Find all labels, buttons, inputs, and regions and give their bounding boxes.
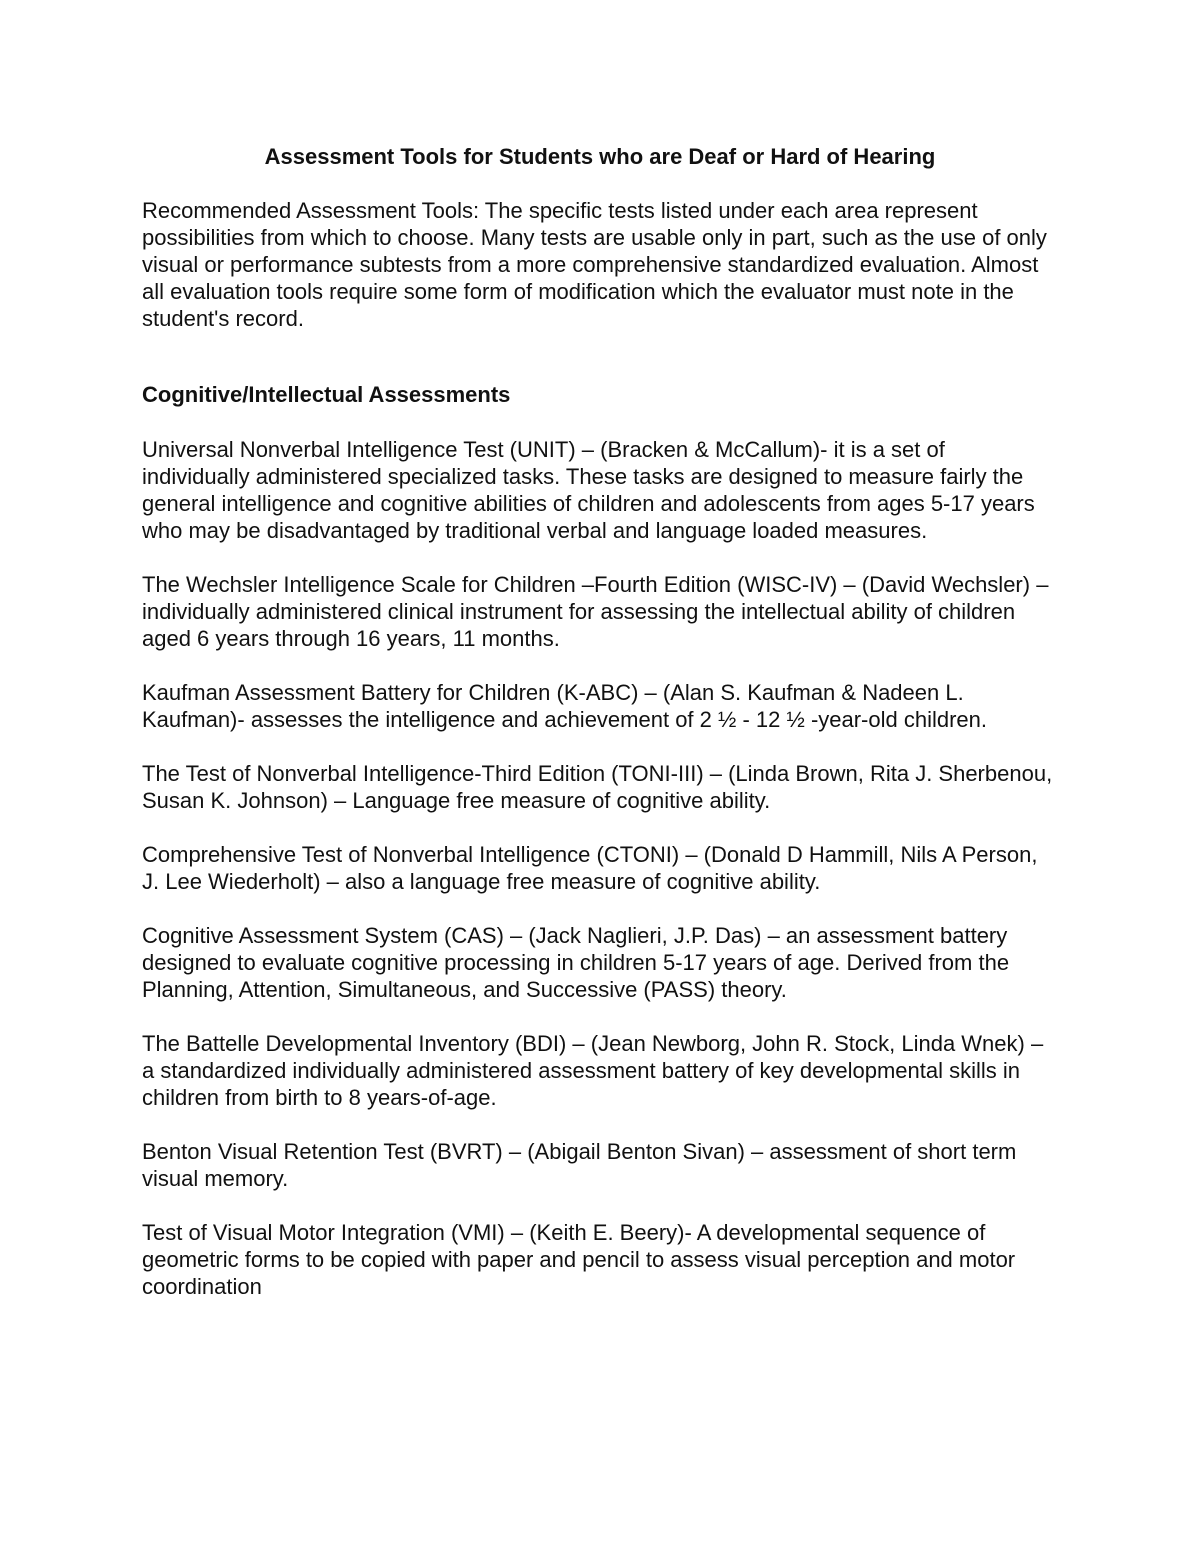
- intro-paragraph: Recommended Assessment Tools: The specific tests listed under each area represent possibilities from which to choose. Many tests are usable only in part, such as the use of only visual or performance subtests from a more comprehensive standardized evaluation. Almost all evaluation tools require some form of modification which the evaluator must note in the student's record.: [142, 198, 1047, 331]
- assessment-entry-bvrt: Benton Visual Retention Test (BVRT) – (Abigail Benton Sivan) – assessment of short term visual memory.: [142, 1139, 1017, 1191]
- assessment-entry-wisc-iv: The Wechsler Intelligence Scale for Children –Fourth Edition (WISC-IV) – (David Wechsler) – individually administered clinical instrument for assessing the intellectual ability of children aged 6 years through 16 years, 11 months.: [142, 572, 1049, 651]
- assessment-entry-ctoni: Comprehensive Test of Nonverbal Intelligence (CTONI) – (Donald D Hammill, Nils A Person, J. Lee Wiederholt) – also a language free measure of cognitive ability.: [142, 842, 1038, 894]
- assessment-entry-unit: Universal Nonverbal Intelligence Test (UNIT) – (Bracken & McCallum)- it is a set of individually administered specialized tasks. These tasks are designed to measure fairly the general intelligence and cognitive abilities of children and adolescents from ages 5-17 years who may be disadvantaged by traditional verbal and language loaded measures.: [142, 437, 1035, 543]
- assessment-entry-cas: Cognitive Assessment System (CAS) – (Jack Naglieri, J.P. Das) – an assessment battery designed to evaluate cognitive processing in children 5-17 years of age. Derived from the Planning, Attention, Simultaneous, and Successive (PASS) theory.: [142, 923, 1010, 1002]
- section-heading: Cognitive/Intellectual Assessments: [142, 382, 511, 407]
- assessment-entry-bdi: The Battelle Developmental Inventory (BDI) – (Jean Newborg, John R. Stock, Linda Wnek) – a standardized individually administered assessment battery of key developmental skills in children from birth to 8 years-of-age.: [142, 1031, 1044, 1110]
- assessment-entry-toni-iii: The Test of Nonverbal Intelligence-Third Edition (TONI-III) – (Linda Brown, Rita J. Sherbenou, Susan K. Johnson) – Language free measure of cognitive ability.: [142, 761, 1053, 813]
- assessment-entry-k-abc: Kaufman Assessment Battery for Children (K-ABC) – (Alan S. Kaufman & Nadeen L. Kaufman)- assesses the intelligence and achievement of 2 ½ - 12 ½ -year-old children.: [142, 680, 988, 732]
- assessment-list: [142, 436, 1058, 1327]
- assessment-entry-vmi: Test of Visual Motor Integration (VMI) – (Keith E. Beery)- A developmental sequence of geometric forms to be copied with paper and pencil to assess visual perception and motor coordination: [142, 1220, 1016, 1299]
- document-title: Assessment Tools for Students who are Deaf or Hard of Hearing: [264, 144, 936, 169]
